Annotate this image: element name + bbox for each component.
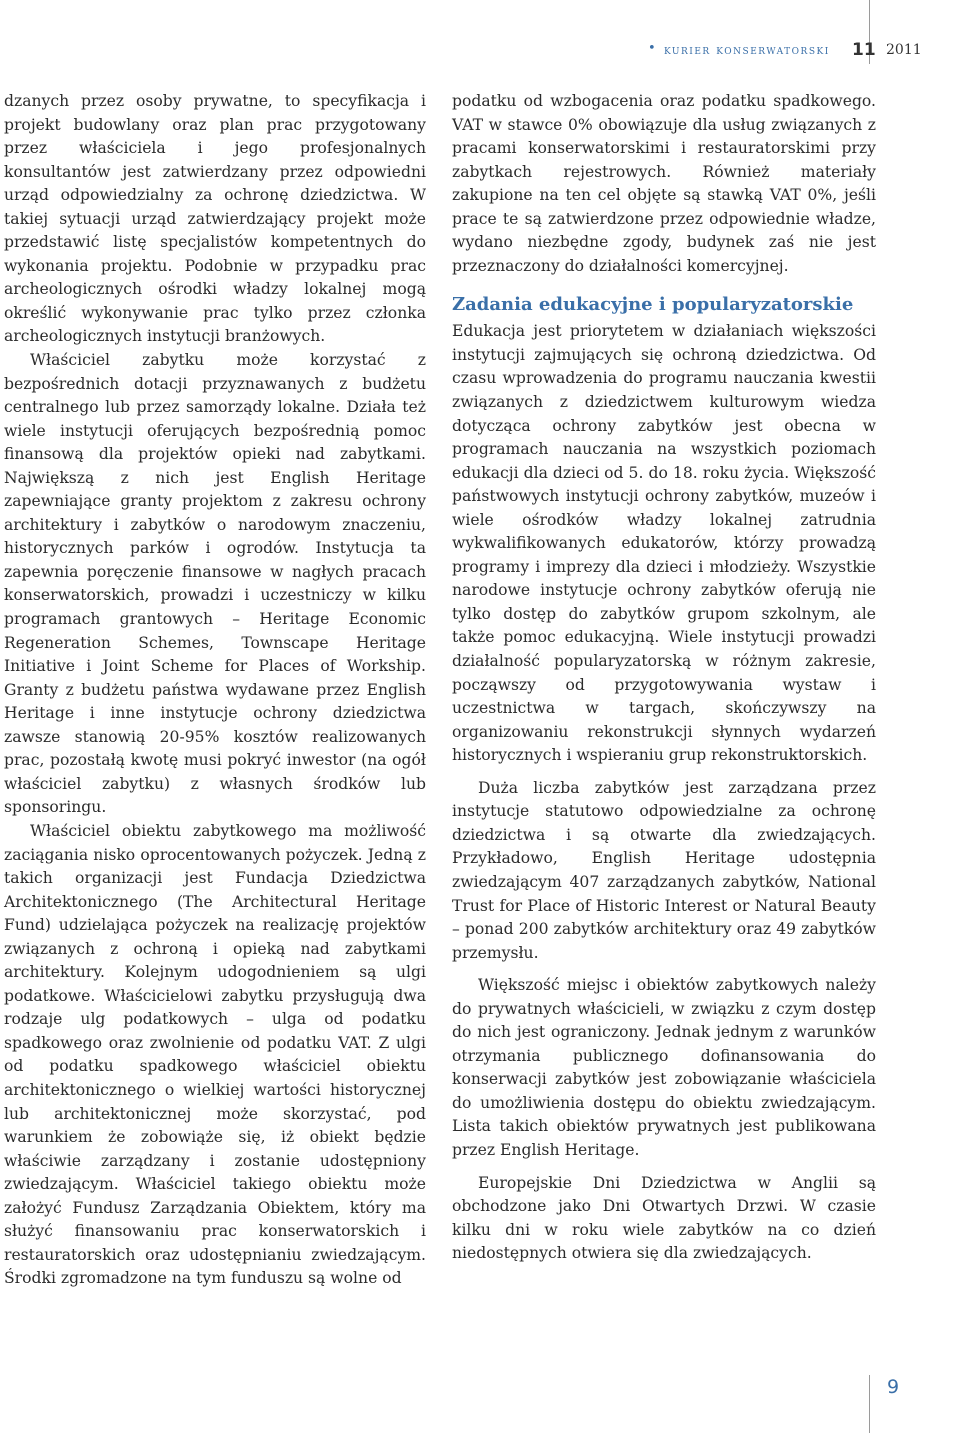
page-number: 9 bbox=[887, 1376, 900, 1398]
right-paragraph-5: Europejskie Dni Dziedzictwa w Anglii są obchodzone jako Dni Otwartych Drzwi. W czasie kilku dni w roku wiele zabytków na co dzień niedostępnych otwiera się dla zwiedzających. bbox=[452, 1173, 876, 1263]
left-paragraph-3: Właściciel obiektu zabytkowego ma możliwość zaciągania nisko oprocentowanych pożyczek. Jedną z takich organizacji jest Fundacja Dziedzictwa Architektonicznego (The Architectural Heritage Fund) udzielająca pożyczek na realizację projektów związanych z ochroną i opieką nad zabytkami architektury. Kolejnym udogodnieniem są ulgi podatkowe. Właścicielowi zabytku przysługują dwa rodzaje ulg podatkowych – ulga od podatku spadkowego oraz zwolnienie od podatku VAT. Z ulgi od podatku spadkowego właściciel obiektu architektonicznego o wielkiej wartości historycznej lub architektonicznej może skorzystać, pod warunkiem że zobowiąże się, iż obiekt będzie właściwie zarządzany i zostanie udostępniony zwiedzającym. Właściciel takiego obiektu może założyć Fundusz Zarządzania Obiektem, który ma służyć finansowaniu prac konserwatorskich i restauratorskich oraz udostępnianiu zwiedzającym. Środki zgromadzone na tym funduszu są wolne od bbox=[4, 821, 426, 1288]
left-column bbox=[4, 90, 426, 1291]
right-paragraph-4: Większość miejsc i obiektów zabytkowych należy do prywatnych właścicieli, w związku z czym dostęp do nich jest ograniczony. Jednak jednym z warunków otrzymania publicznego dofinansowania do konserwacji zabytków jest zobowiązanie właściciela do umożliwienia dostępu do obiektu zwiedzającym. Lista takich obiektów prywatnych jest publikowana przez English Heritage. bbox=[452, 976, 876, 1159]
right-paragraph-3: Duża liczba zabytków jest zarządzana przez instytucje statutowo odpowiedzialne za ochronę dziedzictwa i są otwarte dla zwiedzających. Przykładowo, English Heritage udostępnia zwiedzającym 407 zarządzanych zabytków, National Trust for Place of Historic Interest or Natural Beauty – ponad 200 zabytków architektury oraz 49 zabytków przemysłu. bbox=[452, 778, 876, 962]
left-paragraph-2: Właściciel zabytku może korzystać z bezpośrednich dotacji przyznawanych z budżetu centralnego lub przez samorządy lokalne. Działa też wiele instytucji oferujących bezpośrednią pomoc finansową dla projektów opieki nad zabytkami. Największą z nich jest English Heritage zapewniające granty projektom z zakresu ochrony architektury i zabytków o narodowym znaczeniu, historycznych parków i ogrodów. Instytucja ta zapewnia poręczenie finansowe w nagłych pracach konserwatorskich, prowadzi i uczestniczy w kilku programach grantowych – Heritage Economic Regeneration Schemes, Townscape Heritage Initiative i Joint Scheme for Places of Workship. Granty z budżetu państwa wydawane przez English Heritage i inne instytucje ochrony dziedzictwa zawsze stanowią 20-95% kosztów realizowanych prac, pozostałą kwotę musi pokryć inwestor (na ogół właściciel zabytku) z własnych środków lub sponsoringu. bbox=[4, 351, 426, 817]
issue-number: 11 bbox=[852, 40, 876, 60]
bullet-icon: • bbox=[648, 41, 656, 56]
publication-name: kurier konserwatorski bbox=[664, 43, 830, 58]
section-heading: Zadania edukacyjne i popularyzatorskie bbox=[452, 294, 854, 316]
footer-divider bbox=[869, 1375, 870, 1433]
issue-year: 2011 bbox=[886, 42, 922, 58]
left-paragraph-1: dzanych przez osoby prywatne, to specyfikacja i projekt budowlany oraz plan prac przygotowany przez właściciela i jego profesjonalnych konsultantów jest zatwierdzany przez odpowiedni urząd odpowiedzialny za ochronę dziedzictwa. W takiej sytuacji urząd zatwierdzający projekt może przedstawić listę specjalistów kompetentnych do wykonania projektu. Podobnie w przypadku prac archeologicznych ośrodki władzy lokalnej mogą określić wykonywanie prac tylko przez członka archeologicznych instytucji branżowych. bbox=[4, 92, 426, 346]
right-column bbox=[452, 90, 876, 1266]
right-paragraph-1: podatku od wzbogacenia oraz podatku spadkowego. VAT w stawce 0% obowiązuje dla usług związanych z pracami konserwatorskimi i restauratorskimi przy zabytkach rejestrowych. Również materiały zakupione na ten cel objęte są stawką VAT 0%, jeśli prace te są zatwierdzone przez odpowiednie władze, wydano niezbędne zgody, budynek zaś nie jest przeznaczony do działalności komercyjnej. bbox=[452, 92, 876, 275]
running-header bbox=[640, 40, 960, 64]
right-paragraph-2: Edukacja jest priorytetem w działaniach większości instytucji zajmujących się ochroną dziedzictwa. Od czasu wprowadzenia do programu nauczania kwestii związanych z dziedzictwem kulturowym wiedza dotycząca ochrony zabytków jest obecna w programach nauczania na wszystkich poziomach edukacji dla dzieci od 5. do 18. roku życia. Większość państwowych instytucji ochrony zabytków, muzeów i wiele ośrodków władzy lokalnej zatrudnia wykwalifikowanych edukatorów, którzy prowadzą programy i imprezy dla dzieci i młodzieży. Wszystkie narodowe instytucje ochrony zabytków oferują nie tylko dostęp do zabytków grupom szkolnym, ale także pomoc edukacyjną. Wiele instytucji prowadzi działalność popularyzatorską w różnym zakresie, począwszy od przygotowywania wystaw i uczestnictwa w targach, skończywszy na organizowaniu rekonstrukcji słynnych wydarzeń historycznych i wspieraniu grup rekonstruktorskich. bbox=[452, 322, 876, 765]
